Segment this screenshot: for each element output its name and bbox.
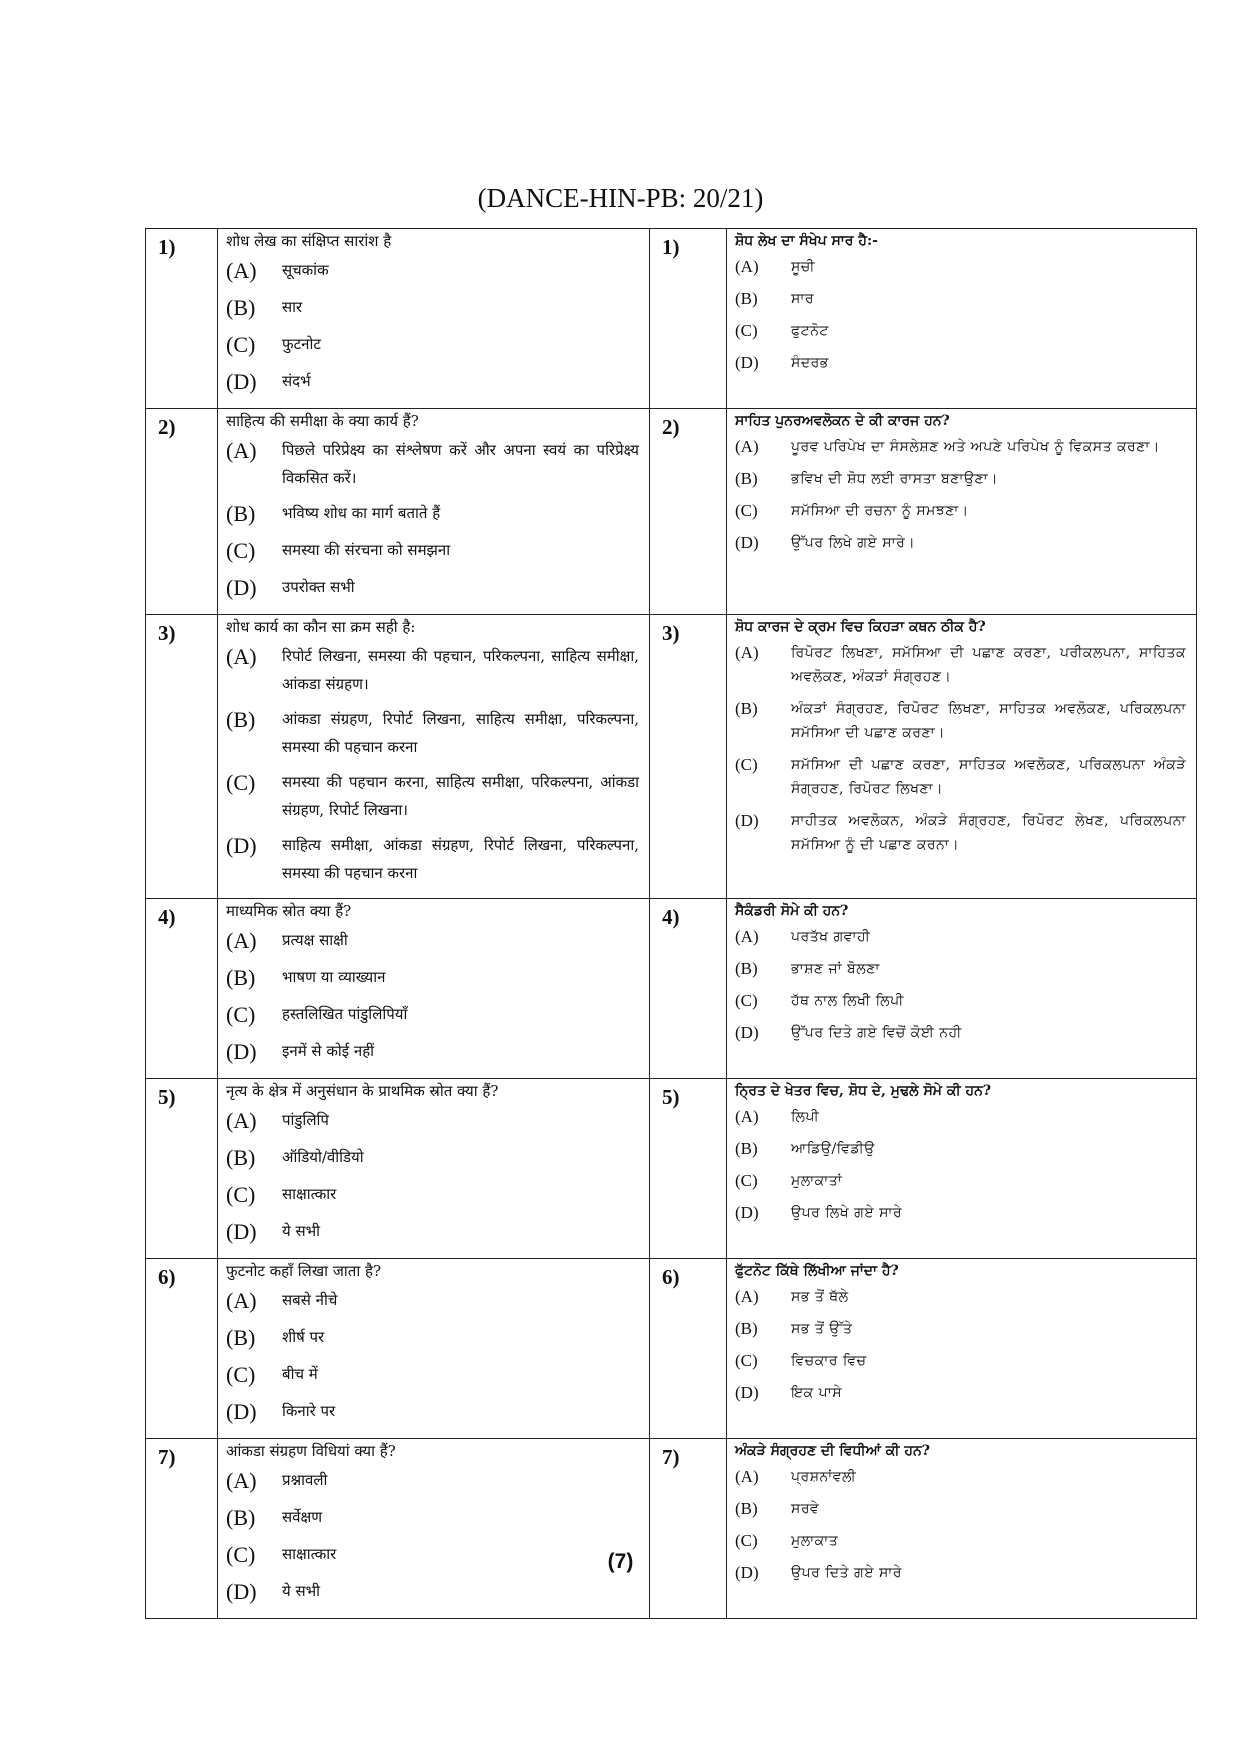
option-letter: (A) [226, 644, 257, 669]
answer-option [735, 1349, 1186, 1373]
answer-option [226, 293, 639, 323]
option-text: पिछले परिप्रेक्ष्य का संश्लेषण करें और अपना स्वयं का परिप्रेक्ष्य विकसित करें। [282, 441, 639, 487]
page-number: (7) [607, 1550, 634, 1573]
question-table [145, 228, 1197, 1619]
option-letter: (A) [735, 1287, 759, 1306]
option-text: ਭਾਸ਼ਣ ਜਾਂ ਬੋਲਣਾ [791, 961, 880, 977]
question-text: ਸਾਹਿਤ ਪੁਨਰਅਵਲੋਕਨ ਦੇ ਕੀ ਕਾਰਜ ਹਨ? [735, 413, 950, 429]
question-text: साहित्य की समीक्षा के क्या कार्य हैं? [226, 412, 419, 430]
option-text: प्रत्यक्ष साक्षी [282, 931, 348, 949]
option-letter: (D) [735, 353, 759, 372]
question-row [146, 409, 1197, 615]
option-text: ਹੱਥ ਨਾਲ ਲਿਖੀ ਲਿਪੀ [791, 993, 904, 1009]
option-text: ਸਮੱਸਿਆ ਦੀ ਪਛਾਣ ਕਰਣਾ, ਸਾਹਿਤਕ ਅਵਲੋਕਣ, ਪਰਿਕਲਪਨਾ ਅੰਕੜੇ ਸੰਗ੍ਰਹਣ, ਰਿਪੋਰਟ ਲਿਖਣਾ। [791, 757, 1186, 797]
question-text: शोध कार्य का कौन सा क्रम सही है: [226, 618, 416, 636]
question-number: 2) [146, 409, 218, 615]
option-letter: (A) [735, 437, 759, 456]
option-text: ਪਰਤੱਖ ਗਵਾਹੀ [791, 929, 871, 945]
option-text: साक्षात्कार [282, 1545, 337, 1563]
question-number: 2) [650, 409, 727, 615]
answer-option [735, 435, 1186, 459]
option-text: ਫੁਟਨੋਟ [791, 323, 829, 339]
option-letter: (B) [735, 1499, 758, 1518]
option-text: ਵਿਚਕਾਰ ਵਿਚ [791, 1353, 867, 1369]
option-letter: (C) [226, 1362, 256, 1387]
option-letter: (D) [735, 1203, 759, 1222]
option-text: समस्या की संरचना को समझना [282, 541, 451, 559]
option-text: संदर्भ [282, 372, 311, 390]
question-number: 4) [146, 899, 218, 1079]
option-letter: (C) [735, 991, 758, 1010]
option-text: ਪੂਰਵ ਪਰਿਪੇਖ ਦਾ ਸੰਸਲੇਸ਼ਣ ਅਤੇ ਅਪਣੇ ਪਰਿਪੇਖ ਨੂੰ ਵਿਕਸਤ ਕਰਣਾ। [791, 439, 1160, 455]
option-letter: (D) [226, 1399, 257, 1424]
answer-option [735, 753, 1186, 801]
option-text: ਲਿਪੀ [791, 1109, 820, 1125]
option-letter: (D) [226, 1039, 257, 1064]
option-text: ਸੰਦਰਭ [791, 355, 829, 371]
answer-option [226, 1286, 639, 1316]
option-letter: (B) [735, 1139, 758, 1158]
option-letter: (D) [226, 833, 257, 858]
option-letter: (A) [735, 257, 759, 276]
answer-option [226, 367, 639, 397]
answer-option [735, 287, 1186, 311]
option-letter: (B) [226, 1325, 256, 1350]
option-text: ਭਵਿਖ ਦੀ ਸ਼ੋਧ ਲਈ ਰਾਸਤਾ ਬਣਾਉਣਾ। [791, 471, 999, 487]
option-letter: (D) [735, 1023, 759, 1042]
answer-option [735, 1021, 1186, 1045]
option-text: समस्या की पहचान करना, साहित्य समीक्षा, परिकल्पना, आंकडा संग्रहण, रिपोर्ट लिखना। [282, 773, 639, 819]
option-text: सर्वेक्षण [282, 1508, 323, 1526]
punjabi-question-cell [727, 615, 1197, 899]
option-letter: (B) [735, 699, 758, 718]
question-row [146, 615, 1197, 899]
answer-option [226, 536, 639, 566]
option-text: उपरोक्त सभी [282, 578, 355, 596]
question-number: 6) [650, 1259, 727, 1439]
answer-option [735, 957, 1186, 981]
punjabi-question-cell [727, 1439, 1197, 1619]
answer-option [226, 256, 639, 286]
option-letter: (C) [226, 1002, 256, 1027]
option-letter: (D) [226, 1219, 257, 1244]
option-text: ये सभी [282, 1222, 321, 1240]
option-letter: (A) [735, 1467, 759, 1486]
punjabi-question-cell [727, 899, 1197, 1079]
option-text: फुटनोट [282, 335, 321, 353]
option-text: ਮੁਲਾਕਾਤ [791, 1533, 839, 1549]
option-text: ਸਾਰ [791, 291, 815, 307]
answer-option [226, 1360, 639, 1390]
answer-option [226, 1106, 639, 1136]
hindi-question-cell [218, 1079, 650, 1259]
answer-option [226, 1180, 639, 1210]
question-text: फुटनोट कहाँ लिखा जाता है? [226, 1262, 382, 1280]
option-text: ये सभी [282, 1582, 321, 1600]
option-letter: (D) [735, 1563, 759, 1582]
option-text: हस्तलिखित पांडुलिपियाँ [282, 1005, 408, 1023]
answer-option [226, 1577, 639, 1607]
option-letter: (C) [226, 1542, 256, 1567]
option-letter: (D) [735, 811, 759, 830]
question-number: 3) [650, 615, 727, 899]
option-letter: (B) [226, 1145, 256, 1170]
option-letter: (D) [735, 1383, 759, 1402]
answer-option [735, 531, 1186, 555]
answer-option [226, 705, 639, 761]
option-letter: (C) [735, 501, 758, 520]
punjabi-question-cell [727, 409, 1197, 615]
option-text: भाषण या व्याख्यान [282, 968, 386, 986]
answer-option [735, 1169, 1186, 1193]
option-letter: (D) [226, 1579, 257, 1604]
answer-option [735, 319, 1186, 343]
option-text: ਉੱਪਰ ਲਿਖੇ ਗਏ ਸਾਰੇ। [791, 535, 916, 551]
option-letter: (D) [226, 575, 257, 600]
question-text: ਅੰਕੜੇ ਸੰਗ੍ਰਹਣ ਦੀ ਵਿਧੀਆਂ ਕੀ ਹਨ? [735, 1443, 930, 1459]
option-text: सार [282, 298, 303, 316]
option-letter: (B) [226, 501, 256, 526]
answer-option [735, 255, 1186, 279]
answer-option [735, 1285, 1186, 1309]
document-header: (DANCE-HIN-PB: 20/21) [477, 183, 764, 213]
option-text: सूचकांक [282, 261, 329, 279]
option-letter: (B) [735, 959, 758, 978]
option-text: ਸਮੱਸਿਆ ਦੀ ਰਚਨਾ ਨੂੰ ਸਮਝਣਾ। [791, 503, 969, 519]
answer-option [226, 963, 639, 993]
option-text: साहित्य समीक्षा, आंकडा संग्रहण, रिपोर्ट लिखना, परिकल्पना, समस्या की पहचान करना [282, 836, 639, 882]
option-text: किनारे पर [282, 1402, 336, 1420]
option-text: प्रश्नावली [282, 1471, 328, 1489]
option-letter: (A) [735, 927, 759, 946]
answer-option [735, 1317, 1186, 1341]
question-row [146, 1439, 1197, 1619]
hindi-question-cell [218, 409, 650, 615]
option-text: ਪ੍ਰਸ਼ਨਾਂਵਲੀ [791, 1469, 857, 1485]
answer-option [226, 499, 639, 529]
option-letter: (A) [226, 1288, 257, 1313]
option-letter: (C) [735, 1531, 758, 1550]
answer-option [735, 499, 1186, 523]
option-letter: (A) [226, 928, 257, 953]
answer-option [226, 831, 639, 887]
question-text: माध्यमिक स्रोत क्या हैं? [226, 902, 352, 920]
answer-option [226, 642, 639, 698]
option-letter: (B) [735, 469, 758, 488]
question-text: ਫੁੱਟਨੋਟ ਕਿੱਥੇ ਲਿੱਖੀਆ ਜਾਂਦਾ ਹੈ? [735, 1263, 899, 1279]
option-text: ਆਡਿਉ/ਵਿਡੀਉ [791, 1141, 875, 1157]
question-number: 4) [650, 899, 727, 1079]
option-text: रिपोर्ट लिखना, समस्या की पहचान, परिकल्पना, साहित्य समीक्षा, आंकडा संग्रहण। [282, 647, 639, 693]
option-text: ਉੱਪਰ ਦਿਤੇ ਗਏ ਵਿਚੋਂ ਕੋਈ ਨਹੀ [791, 1025, 962, 1041]
option-letter: (D) [735, 533, 759, 552]
answer-option [226, 1503, 639, 1533]
answer-option [226, 573, 639, 603]
question-text: ਸ਼ੋਧ ਲੇਖ ਦਾ ਸੰਖੇਪ ਸਾਰ ਹੈ:- [735, 233, 878, 249]
hindi-question-cell [218, 899, 650, 1079]
question-number: 1) [146, 229, 218, 409]
question-number: 1) [650, 229, 727, 409]
hindi-question-cell [218, 1259, 650, 1439]
answer-option [735, 641, 1186, 689]
option-letter: (A) [226, 438, 257, 463]
answer-option [226, 1466, 639, 1496]
question-text: नृत्य के क्षेत्र में अनुसंधान के प्राथमिक स्रोत क्या हैं? [226, 1082, 499, 1100]
option-text: बीच में [282, 1365, 318, 1383]
option-letter: (A) [226, 1468, 257, 1493]
option-letter: (D) [226, 369, 257, 394]
answer-option [226, 1037, 639, 1067]
option-letter: (A) [226, 1108, 257, 1133]
option-letter: (A) [735, 643, 759, 662]
hindi-question-cell [218, 615, 650, 899]
answer-option [735, 1137, 1186, 1161]
option-text: आंकडा संग्रहण, रिपोर्ट लिखना, साहित्य समीक्षा, परिकल्पना, समस्या की पहचान करना [282, 710, 639, 756]
option-letter: (C) [735, 1171, 758, 1190]
option-letter: (C) [226, 538, 256, 563]
answer-option [226, 1323, 639, 1353]
option-text: इनमें से कोई नहीं [282, 1042, 375, 1060]
option-letter: (C) [226, 770, 256, 795]
option-text: ਸਾਹੀਤਕ ਅਵਲੋਕਨ, ਅੰਕੜੇ ਸੰਗ੍ਰਹਣ, ਰਿਪੋਰਟ ਲੇਖਣ, ਪਰਿਕਲਪਨਾ ਸਮੱਸਿਆ ਨੂੰ ਦੀ ਪਛਾਣ ਕਰਨਾ। [791, 813, 1186, 853]
punjabi-question-cell [727, 1259, 1197, 1439]
option-text: ਮੁਲਾਕਾਤਾਂ [791, 1173, 843, 1189]
option-text: ਸਰਵੇ [791, 1501, 820, 1517]
option-letter: (B) [226, 707, 256, 732]
answer-option [226, 330, 639, 360]
answer-option [226, 926, 639, 956]
option-letter: (B) [226, 1505, 256, 1530]
question-text: ਨ੍ਰਿਤ ਦੇ ਖੇਤਰ ਵਿਚ, ਸ਼ੋਧ ਦੇ, ਮੁਢਲੇ ਸੋਮੇ ਕੀ ਹਨ? [735, 1083, 992, 1099]
option-letter: (A) [735, 1107, 759, 1126]
option-text: ਇਕ ਪਾਸੇ [791, 1385, 843, 1401]
answer-option [735, 809, 1186, 857]
answer-option [735, 351, 1186, 375]
option-text: सबसे नीचे [282, 1291, 338, 1309]
option-text: ਰਿਪੋਰਟ ਲਿਖਣਾ, ਸਮੱਸਿਆ ਦੀ ਪਛਾਣ ਕਰਣਾ, ਪਰੀਕਲਪਨਾ, ਸਾਹਿਤਕ ਅਵਲੋਕਣ, ਅੰਕੜਾਂ ਸੰਗ੍ਰਹਣ। [791, 645, 1186, 685]
option-text: ਅੰਕੜਾਂ ਸੰਗ੍ਰਹਣ, ਰਿਪੋਰਟ ਲਿਖਣਾ, ਸਾਹਿਤਕ ਅਵਲੋਕਣ, ਪਰਿਕਲਪਨਾ ਸਮੱਸਿਆ ਦੀ ਪਛਾਣ ਕਰਣਾ। [791, 701, 1186, 741]
option-letter: (C) [735, 1351, 758, 1370]
question-number: 5) [146, 1079, 218, 1259]
option-letter: (B) [226, 295, 256, 320]
option-letter: (B) [735, 289, 758, 308]
question-row [146, 1079, 1197, 1259]
answer-option [226, 768, 639, 824]
option-text: साक्षात्कार [282, 1185, 337, 1203]
option-text: भविष्य शोध का मार्ग बताते हैं [282, 504, 441, 522]
answer-option [735, 1497, 1186, 1521]
option-text: पांडुलिपि [282, 1111, 329, 1129]
option-letter: (C) [735, 755, 758, 774]
question-number: 7) [650, 1439, 727, 1619]
option-text: ਸਭ ਤੋਂ ਉੱਤੇ [791, 1321, 853, 1337]
option-letter: (B) [226, 965, 256, 990]
question-text: ਸ਼ੋਧ ਕਾਰਜ ਦੇ ਕ੍ਰਮ ਵਿਚ ਕਿਹੜਾ ਕਥਨ ਠੀਕ ਹੈ? [735, 619, 986, 635]
option-letter: (C) [735, 321, 758, 340]
option-text: ਸੂਚੀ [791, 259, 815, 275]
answer-option [735, 1105, 1186, 1129]
question-number: 5) [650, 1079, 727, 1259]
question-row [146, 899, 1197, 1079]
option-text: ਸਭ ਤੋਂ ਥੱਲੇ [791, 1289, 849, 1305]
answer-option [226, 1143, 639, 1173]
option-letter: (C) [226, 332, 256, 357]
answer-option [226, 1000, 639, 1030]
question-number: 3) [146, 615, 218, 899]
hindi-question-cell [218, 1439, 650, 1619]
hindi-question-cell [218, 229, 650, 409]
question-text: शोध लेख का संक्षिप्त सारांश है [226, 232, 392, 250]
answer-option [735, 467, 1186, 491]
question-number: 7) [146, 1439, 218, 1619]
option-text: ऑडियो/वीडियो [282, 1148, 364, 1166]
option-letter: (C) [226, 1182, 256, 1207]
answer-option [735, 1201, 1186, 1225]
punjabi-question-cell [727, 1079, 1197, 1259]
answer-option [226, 1397, 639, 1427]
answer-option [226, 436, 639, 492]
answer-option [735, 925, 1186, 949]
punjabi-question-cell [727, 229, 1197, 409]
option-text: ਉਪਰ ਦਿਤੇ ਗਏ ਸਾਰੇ [791, 1565, 902, 1581]
answer-option [226, 1217, 639, 1247]
question-text: आंकडा संग्रहण विधियां क्या हैं? [226, 1442, 396, 1460]
question-row [146, 229, 1197, 409]
answer-option [735, 1381, 1186, 1405]
option-text: ਉਪਰ ਲਿਖੇ ਗਏ ਸਾਰੇ [791, 1205, 903, 1221]
question-text: ਸੈਕੰਡਰੀ ਸੋਮੇ ਕੀ ਹਨ? [735, 903, 849, 919]
option-text: शीर्ष पर [282, 1328, 325, 1346]
answer-option [735, 1465, 1186, 1489]
answer-option [735, 989, 1186, 1013]
option-letter: (B) [735, 1319, 758, 1338]
question-row [146, 1259, 1197, 1439]
question-number: 6) [146, 1259, 218, 1439]
option-letter: (A) [226, 258, 257, 283]
answer-option [735, 697, 1186, 745]
